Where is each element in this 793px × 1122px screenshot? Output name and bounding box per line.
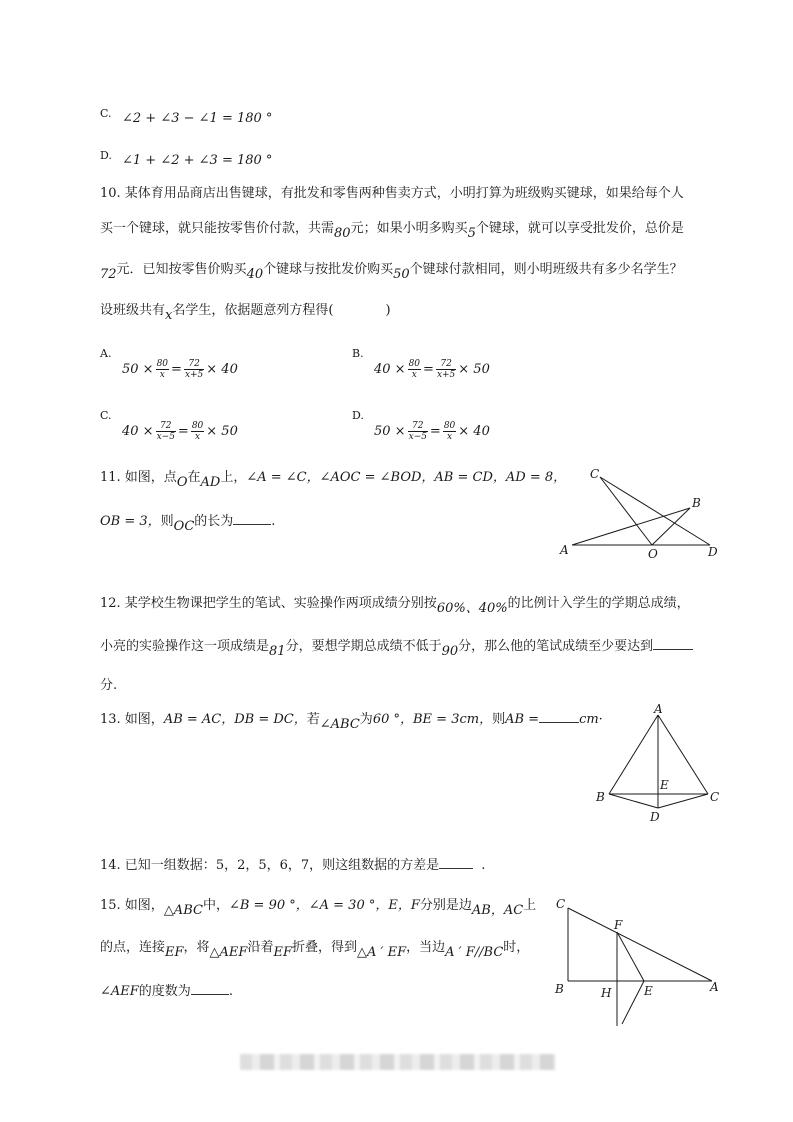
figure-q13 (592, 703, 722, 828)
fig11-label-d: D (708, 545, 718, 559)
fig15-label-e: E (644, 984, 653, 998)
q10-option-d-label: D. (352, 409, 364, 422)
q10-option-a-formula: 50 × $\frac{80}{x}$ = $\frac{72}{x+5}$ × 40 (122, 359, 238, 380)
q10-option-c-label: C. (100, 409, 112, 422)
option-c-expression: ∠2 + ∠3 − ∠1 = 180 ° (122, 111, 273, 126)
fig15-label-c: C (556, 897, 566, 911)
q10-line-1: 10. 某体育用品商店出售键球，有批发和零售两种售卖方式，小明打算为班级购买键球，如果给每个人 (100, 186, 684, 201)
q11-line-2: OB = 3，则OC的长为 . (100, 514, 276, 534)
fig13-label-c: C (710, 790, 720, 804)
fig13-label-a: A (654, 702, 663, 716)
q15-line-3: ∠AEF的度数为 . (100, 984, 233, 999)
q10-option-a-label: A. (100, 347, 112, 360)
option-d-expression: ∠1 + ∠2 + ∠3 = 180 ° (122, 153, 273, 168)
q10-line-4: 设班级共有x名学生，依据题意列方程得( ) (100, 303, 391, 323)
q12-line-2: 小亮的实验操作这一项成绩是81分，要想学期总成绩不低于90分，那么他的笔试成绩至少要达到 (100, 637, 693, 655)
fig15-label-h: H (601, 986, 612, 1000)
q10-line-3: 72元．已知按零售价购买40个键球与按批发价购买50个键球付款相同，则小明班级共有多少名学生？ (100, 262, 683, 282)
figure-q15 (552, 896, 732, 1031)
blurred-footer (240, 1054, 556, 1070)
figure-q11 (560, 462, 720, 561)
q13-line: 13. 如图，AB = AC，DB = DC，若∠ABC为60 °，BE = 3cm，则AB = cm· (100, 712, 603, 732)
fig11-label-b: B (692, 496, 701, 510)
fig13-label-e: E (660, 778, 669, 792)
option-c-label: C. (100, 107, 112, 120)
fig15-label-b: B (555, 982, 564, 996)
q10-option-c-formula: 40 × $\frac{72}{x-5}$ = $\frac{80}{x}$ × 50 (122, 421, 238, 442)
q12-line-1: 12. 某学校生物课把学生的笔试、实验操作两项成绩分别按60%、40%的比例计入学生的学期总成绩， (100, 596, 690, 616)
q11-line-1: 11. 如图，点O在AD上，∠A = ∠C，∠AOC = ∠BOD，AB = CD，AD = 8， (100, 470, 567, 490)
q10-line-2: 买一个键球，就只能按零售价付款，共需80元；如果小明多购买5个键球，就可以享受批发价，总价是 (100, 221, 684, 241)
fig11-label-o: O (648, 547, 658, 561)
fig13-label-d: D (650, 810, 660, 824)
q10-option-b-formula: 40 × $\frac{80}{x}$ = $\frac{72}{x+5}$ × 50 (374, 359, 490, 380)
q10-option-b-label: B. (352, 347, 364, 360)
fig15-label-a: A (710, 980, 719, 994)
q15-line-2: 的点，连接EF，将△AEF沿着EF折叠，得到△A ′ EF，当边A ′ F//BC时， (100, 940, 530, 960)
fig11-label-a: A (560, 543, 569, 557)
fig11-label-c: C (590, 467, 600, 481)
q10-option-d-formula: 50 × $\frac{72}{x-5}$ = $\frac{80}{x}$ × 40 (374, 421, 490, 442)
q12-line-3: 分. (100, 678, 118, 693)
fig13-label-b: B (596, 790, 605, 804)
q14-line: 14. 已知一组数据：5，2，5，6，7，则这组数据的方差是 . (100, 858, 486, 873)
q15-line-1: 15. 如图，△ABC中，∠B = 90 °，∠A = 30 °，E，F分别是边AB，AC上 (100, 898, 537, 918)
fig15-label-f: F (614, 918, 623, 932)
option-d-label: D. (100, 149, 112, 162)
